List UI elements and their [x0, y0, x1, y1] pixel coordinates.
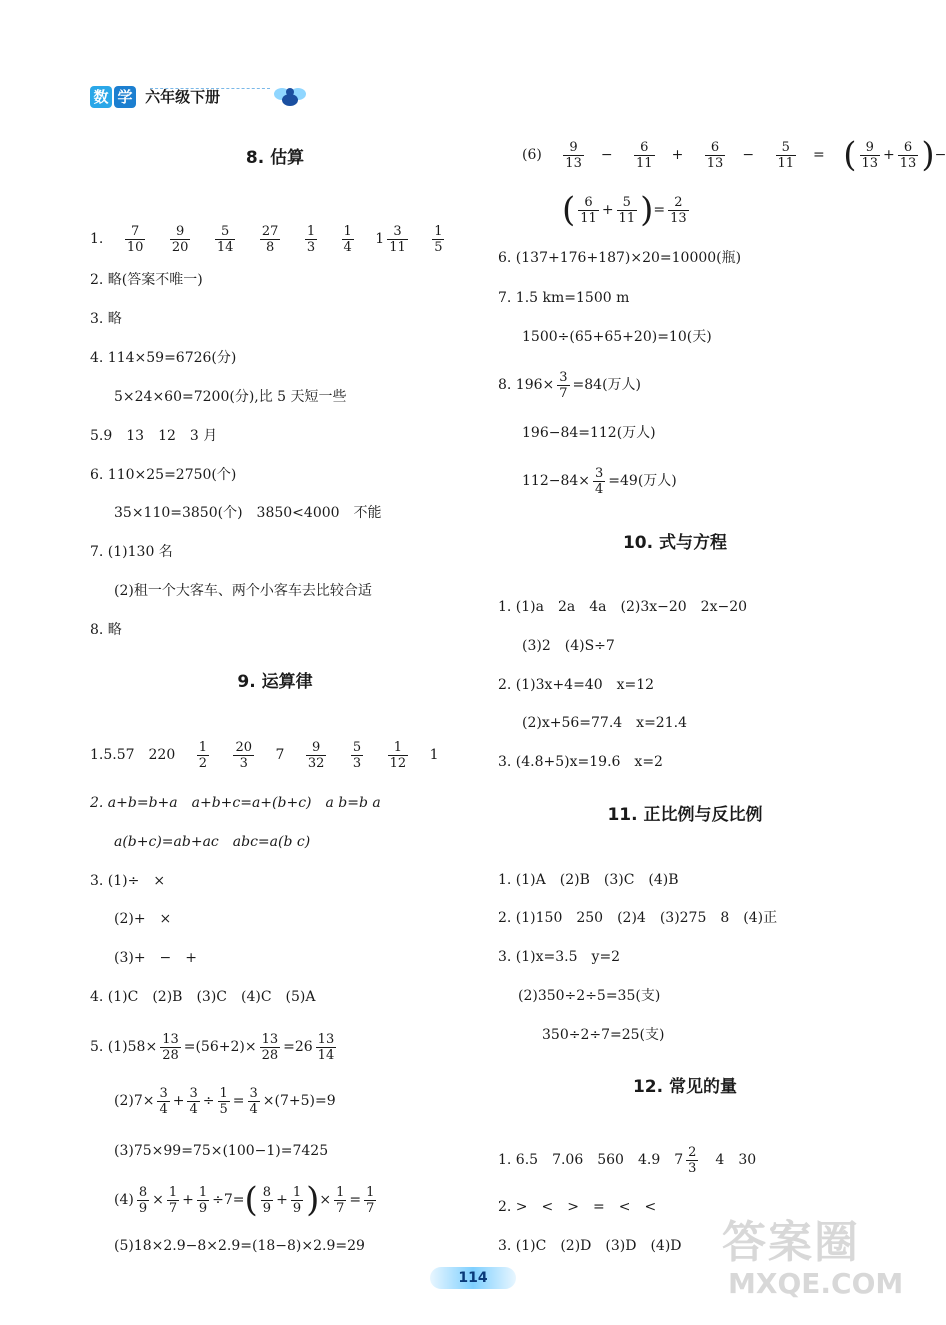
s10-q2a: 2. (1)3x+4=40 x=12 [498, 677, 655, 693]
s9-q5-2: (2)7× $\frac{3}{4}$ + $\frac{3}{4}$ ÷ $\frac{1}{5}$ = $\frac{3}{4}$ ×(7+5)=9 [114, 1085, 336, 1117]
r-q8b: 196−84=112(万人) [522, 425, 656, 441]
subject-header [90, 86, 220, 108]
fraction: $\frac{5}{3}$ [352, 739, 362, 771]
s8-q4a: 4. 114×59=6726(分) [90, 350, 237, 366]
s8-q5: 5.9 13 12 3 月 [90, 428, 218, 444]
s8-q4b: 5×24×60=7200(分),比 5 天短一些 [114, 389, 347, 405]
header-underline [150, 88, 270, 89]
fraction: $\frac{20}{3}$ [235, 739, 252, 771]
fraction: $\frac{9}{32}$ [307, 739, 325, 771]
s8-q6a: 6. 110×25=2750(个) [90, 467, 237, 483]
bee-icon [272, 84, 308, 112]
s9-q5-3: (3)75×99=75×(100−1)=7425 [114, 1143, 329, 1159]
s9-q5-1: 5. (1)58× $\frac{13}{28}$ =(56+2)× $\frac{13}{28}$ =26 $\frac{13}{14}$ [90, 1031, 335, 1063]
s9-q5-5: (5)18×2.9−8×2.9=(18−8)×2.9=29 [114, 1238, 365, 1254]
fraction: $\frac{27}{8}$ [261, 223, 279, 255]
s11-q3b: (2)350÷2÷5=35(支) [518, 988, 661, 1004]
mixed-whole: 1 [375, 231, 385, 247]
s8-q1 [90, 222, 447, 256]
r-q7b: 1500÷(65+65+20)=10(天) [522, 329, 712, 345]
subject-char-1: 数 [90, 86, 112, 108]
grade-label: 六年级下册 [145, 88, 221, 106]
s12-q3: 3. (1)C (2)D (3)D (4)D [498, 1238, 682, 1254]
subject-char-2: 学 [114, 86, 136, 108]
s8-q6b: 35×110=3850(个) 3850<4000 不能 [114, 505, 382, 521]
watermark [722, 1218, 903, 1300]
r-q6: 6. (137+176+187)×20=10000(瓶) [498, 250, 742, 266]
r-q8a: 8. 196× $\frac{3}{7}$ =84(万人) [498, 369, 642, 401]
s9-q3b: (2)+ × [114, 911, 172, 927]
s10-q2b: (2)x+56=77.4 x=21.4 [522, 715, 687, 731]
section-11-title: 11. 正比例与反比例 [607, 805, 763, 825]
s11-q3a: 3. (1)x=3.5 y=2 [498, 949, 621, 965]
s10-q3: 3. (4.8+5)x=19.6 x=2 [498, 754, 663, 770]
fraction: $\frac{7}{10}$ [126, 223, 144, 255]
s11-q1: 1. (1)A (2)B (3)C (4)B [498, 872, 679, 888]
s11-q3c: 350÷2÷7=25(支) [542, 1027, 665, 1043]
s8-q3: 3. 略 [90, 311, 122, 327]
watermark-url: MXQE.COM [728, 1267, 904, 1300]
section-9-title: 9. 运算律 [237, 672, 313, 692]
s8-q7a: 7. (1)130 名 [90, 544, 173, 560]
fraction: $\frac{1}{2}$ [198, 739, 207, 771]
s9-q5-4: (4) $\frac{8}{9}$ × $\frac{1}{7}$ + $\frac{1}{9}$ ÷7=( $\frac{8}{9}$ + $\frac{1}{9}$ )× $\frac{1}{7}$ = $\frac{1}{7}$ [114, 1180, 375, 1220]
s11-q2: 2. (1)150 250 (2)4 (3)275 8 (4)正 [498, 910, 778, 926]
fraction: $\frac{1}{12}$ [389, 739, 407, 771]
s8-q2: 2. 略(答案不唯一) [90, 272, 203, 288]
s12-q1: 1. 6.5 7.06 560 4.9 7 $\frac{2}{3}$ 4 30 [498, 1144, 757, 1176]
watermark-logo: 答案圈 [722, 1217, 860, 1268]
section-10-title: 10. 式与方程 [622, 533, 728, 553]
section-12-title: 12. 常见的量 [632, 1077, 738, 1097]
s8-q8: 8. 略 [90, 622, 122, 638]
s9-q3a: 3. (1)÷ × [90, 873, 166, 889]
r-q7a: 7. 1.5 km=1500 m [498, 290, 630, 306]
fraction: $\frac{9}{20}$ [171, 223, 189, 255]
s9-q1: 1.5.57 220 $\frac{1}{2}$ $\frac{20}{3}$ 7 $\frac{9}{32}$ $\frac{5}{3}$ $\frac{1}{12}$ 1 [90, 739, 439, 771]
s12-q2: 2. > < > = < < [498, 1199, 657, 1215]
page-number: 114 [430, 1267, 516, 1289]
fraction: $\frac{1}{3}$ [306, 223, 316, 255]
s10-q1a: 1. (1)a 2a 4a (2)3x−20 2x−20 [498, 599, 748, 615]
r6-line2: ( $\frac{6}{11}$ + $\frac{5}{11}$ )= $\frac{2}{13}$ [562, 190, 687, 230]
s8-q7b: (2)租一个大客车、两个小客车去比较合适 [114, 583, 372, 599]
r6-line1: (6) $\frac{9}{13}$ − $\frac{6}{11}$ + $\frac{6}{13}$ − $\frac{5}{11}$ = ( $\frac{9}{13}$ + $\frac{6}{13}$ )− [522, 135, 946, 175]
s9-q3c: (3)+ − + [114, 950, 198, 966]
section-8-title: 8. 估算 [245, 148, 305, 168]
fraction: $\frac{5}{14}$ [216, 223, 234, 255]
s9-q2b: a(b+c)=ab+ac abc=a(b c) [114, 834, 311, 850]
s9-q4: 4. (1)C (2)B (3)C (4)C (5)A [90, 989, 316, 1005]
fraction: $\frac{1}{4}$ [343, 223, 352, 255]
r-q8c: 112−84× $\frac{3}{4}$ =49(万人) [522, 465, 677, 497]
fraction: $\frac{3}{11}$ [389, 223, 406, 255]
q-label: 1. [90, 231, 104, 247]
fraction: $\frac{1}{5}$ [434, 223, 443, 255]
s10-q1b: (3)2 (4)S÷7 [522, 638, 615, 654]
s9-q2a: 2. a+b=b+a a+b+c=a+(b+c) a b=b a [90, 795, 381, 811]
